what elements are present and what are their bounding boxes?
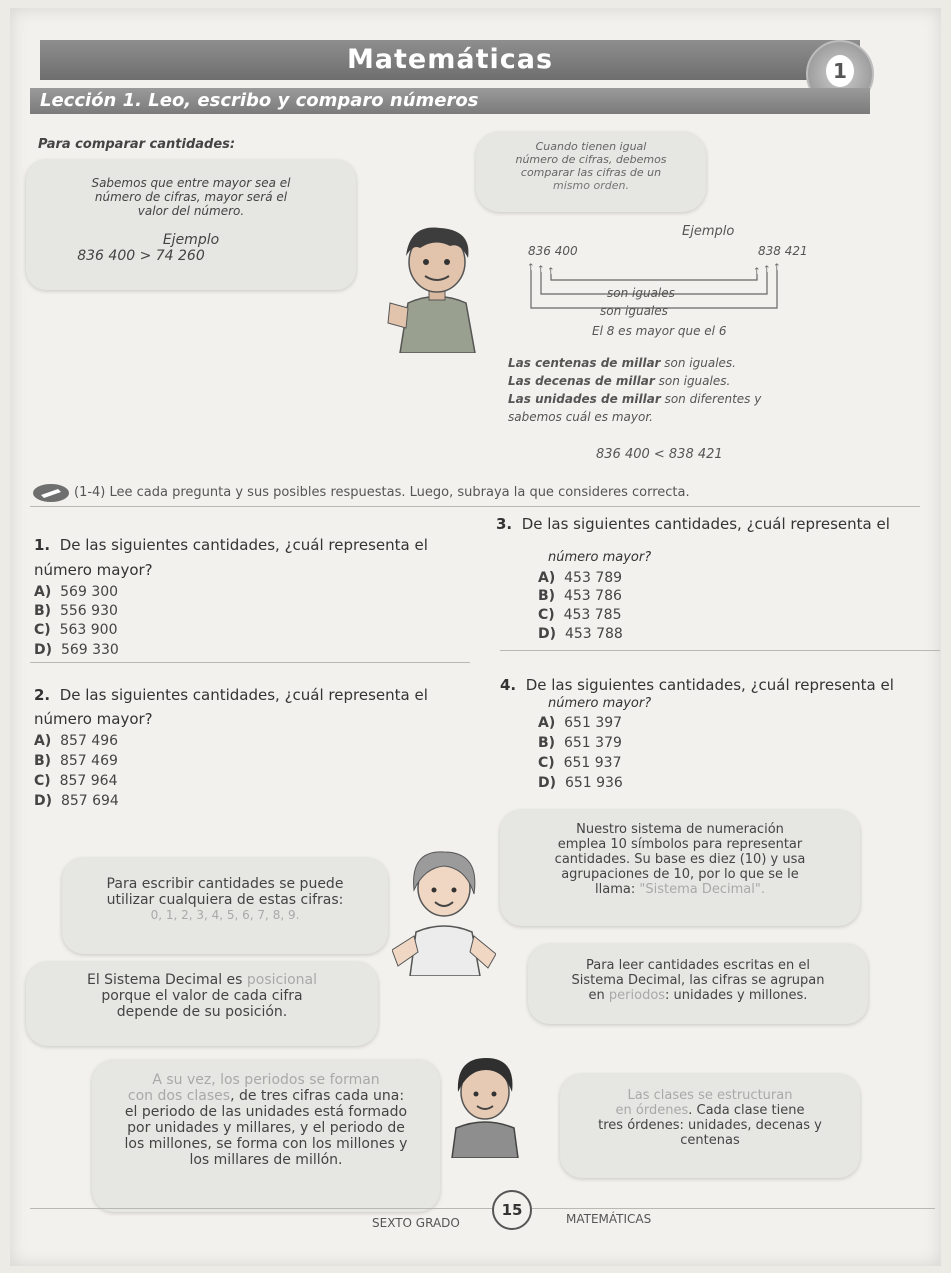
b3-line1b: posicional	[246, 972, 318, 988]
q4-option-c-letter: C)	[538, 755, 555, 771]
student-illustration	[440, 1048, 530, 1158]
info-bubble-orders	[560, 1074, 860, 1178]
q3-option-a-letter: A)	[538, 570, 556, 586]
pencil-icon	[32, 483, 70, 503]
intro-right-line4: mismo orden.	[553, 179, 629, 192]
example2-label: Ejemplo	[682, 224, 735, 239]
q3-option-b[interactable]	[538, 588, 622, 604]
lesson-title: Lección 1. Leo, escribo y comparo números	[30, 88, 870, 114]
q1-option-d-value: 569 330	[60, 642, 119, 658]
q1-option-a[interactable]	[34, 584, 118, 600]
b3-line1	[26, 972, 378, 988]
explain-line2-bold: Las decenas de millar	[508, 374, 655, 388]
q4-option-a-letter: A)	[538, 715, 556, 731]
b5-line4: por unidades y millares, y el periodo de	[127, 1120, 405, 1136]
footer-grade: SEXTO GRADO	[372, 1216, 460, 1230]
explain-line3	[508, 392, 761, 406]
q4-text: De las siguientes cantidades, ¿cuál representa el	[525, 676, 894, 694]
b2-line3: cantidades. Su base es diez (10) y usa	[554, 852, 806, 867]
intro-left-example-label: Ejemplo	[162, 232, 220, 248]
q2-option-c[interactable]	[34, 773, 118, 789]
intro-left-line2: número de cifras, mayor será el	[94, 190, 288, 204]
q2-number: 2.	[34, 686, 51, 704]
b1-line3: 0, 1, 2, 3, 4, 5, 6, 7, 8, 9.	[150, 908, 300, 922]
q1-option-c-value: 563 900	[59, 622, 118, 638]
q1-line2: número mayor?	[34, 561, 153, 579]
b2-line5a: llama:	[595, 882, 640, 897]
q4-number: 4.	[500, 676, 517, 694]
q4-option-b[interactable]	[538, 735, 622, 751]
b2-line2: emplea 10 símbolos para representar	[557, 837, 803, 852]
intro-left-example-value: 836 400 > 74 260	[77, 248, 205, 264]
q2-option-d-value: 857 694	[60, 793, 119, 809]
q1-option-b-letter: B)	[34, 603, 52, 619]
intro-left-line1: Sabemos que entre mayor sea el	[91, 176, 291, 190]
b2-line4: agrupaciones de 10, por lo que se le	[561, 867, 799, 882]
intro-left-line3: valor del número.	[137, 204, 245, 218]
q3-option-c-value: 453 785	[563, 607, 622, 623]
q3-line2: número mayor?	[548, 550, 652, 565]
q2-option-c-letter: C)	[34, 773, 51, 789]
b5-line2b: , de tres cifras cada una:	[230, 1088, 405, 1104]
q3-option-d-value: 453 788	[564, 626, 623, 642]
explain-line1	[508, 356, 736, 370]
b4-line3c: : unidades y millones.	[665, 988, 808, 1003]
info-bubble-positional	[26, 962, 378, 1046]
divider-q1	[30, 662, 470, 663]
b6-line2a: en órdenes	[615, 1103, 689, 1118]
b6-line4: centenas	[680, 1133, 740, 1148]
q1-option-a-letter: A)	[34, 584, 52, 600]
q1-option-d-letter: D)	[34, 642, 53, 658]
intro-right-line3: comparar las cifras de un	[520, 166, 662, 179]
q4-option-a-value: 651 397	[564, 715, 623, 731]
b5-line3: el periodo de las unidades está formado	[124, 1104, 408, 1120]
q2-option-d[interactable]	[34, 793, 119, 809]
intro-right-line1: Cuando tienen igual	[535, 140, 647, 153]
info-bubble-classes	[92, 1060, 440, 1212]
q3-option-c-letter: C)	[538, 607, 555, 623]
q2-option-b-letter: B)	[34, 753, 52, 769]
q1-option-a-value: 569 300	[60, 584, 119, 600]
q1-option-b-value: 556 930	[59, 603, 118, 619]
example2-num-b: 838 421	[758, 244, 808, 258]
q2-option-b[interactable]	[34, 753, 118, 769]
b1-line2: utilizar cualquiera de estas cifras:	[106, 892, 344, 908]
b5-line6: los millares de millón.	[189, 1152, 343, 1168]
q3-option-d[interactable]	[538, 626, 623, 642]
info-bubble-periods	[528, 944, 868, 1024]
b4-line3a: en	[588, 988, 609, 1003]
footer-line	[30, 1208, 935, 1209]
svg-text:↑: ↑	[763, 265, 771, 275]
b4-line3b: periodos	[608, 988, 666, 1003]
explain-line3-rest: son diferentes y	[660, 392, 762, 406]
q4-option-d[interactable]	[538, 775, 623, 791]
info-bubble-numeration	[500, 810, 860, 926]
explain-line2	[508, 374, 730, 388]
q2-option-a-value: 857 496	[60, 733, 119, 749]
q4-option-a[interactable]	[538, 715, 622, 731]
q3-option-a[interactable]	[538, 570, 622, 586]
q3-option-a-value: 453 789	[564, 570, 623, 586]
q2-option-a[interactable]	[34, 733, 118, 749]
instruction-text: (1-4) Lee cada pregunta y sus posibles respuestas. Luego, subraya la que consideres correcta.	[74, 485, 690, 500]
q3-number: 3.	[496, 515, 513, 533]
q2-line1	[34, 686, 428, 704]
explain-line3-bold: Las unidades de millar	[508, 392, 661, 406]
unit-number: 1	[826, 55, 854, 87]
b1-line1: Para escribir cantidades se puede	[106, 876, 344, 892]
q4-line2: número mayor?	[548, 696, 652, 711]
svg-text:↑: ↑	[773, 263, 781, 273]
svg-text:↑: ↑	[537, 265, 545, 275]
q2-option-c-value: 857 964	[59, 773, 118, 789]
b5-line2a: con dos clases	[127, 1088, 231, 1104]
explain-line1-bold: Las centenas de millar	[508, 356, 661, 370]
q1-number: 1.	[34, 536, 51, 554]
b5-line1: A su vez, los periodos se forman	[152, 1072, 380, 1088]
b5-line5: los millones, se forma con los millones y	[124, 1136, 408, 1152]
q4-option-b-value: 651 379	[563, 735, 622, 751]
info-bubble-digits	[62, 858, 388, 954]
b4-line2: Sistema Decimal, las cifras se agrupan	[571, 973, 825, 988]
subject-banner: Matemáticas	[40, 40, 860, 80]
b6-line2b: . Cada clase tiene	[688, 1103, 805, 1118]
q1-option-c[interactable]	[34, 622, 118, 638]
q3-option-b-value: 453 786	[563, 588, 622, 604]
example2-equal2: son iguales	[600, 304, 668, 318]
divider-instruction	[30, 506, 920, 507]
q2-line2: número mayor?	[34, 710, 153, 728]
q1-option-b[interactable]	[34, 603, 118, 619]
intro-right-line2: número de cifras, debemos	[515, 153, 667, 166]
b4-line3	[528, 988, 868, 1003]
q3-option-c[interactable]	[538, 607, 622, 623]
explain-line4: sabemos cuál es mayor.	[508, 410, 653, 424]
q1-option-c-letter: C)	[34, 622, 51, 638]
b5-line2	[92, 1088, 440, 1104]
q3-option-d-letter: D)	[538, 626, 557, 642]
intro-heading: Para comparar cantidades:	[38, 137, 236, 152]
explain-line2-rest: son iguales.	[654, 374, 731, 388]
svg-text:↑: ↑	[527, 263, 535, 273]
b2-line5b: "Sistema Decimal".	[639, 882, 765, 897]
b6-line1: Las clases se estructuran	[627, 1088, 793, 1103]
svg-text:↑: ↑	[547, 267, 555, 277]
q1-line1	[34, 536, 428, 554]
intro-bubble-right	[476, 132, 706, 212]
example2-greater: El 8 es mayor que el 6	[592, 324, 727, 338]
girl-illustration	[392, 840, 496, 976]
page-number: 15	[492, 1190, 532, 1230]
explain-result: 836 400 < 838 421	[596, 447, 723, 462]
b3-line2: porque el valor de cada cifra	[101, 988, 303, 1004]
explain-line1-rest: son iguales.	[660, 356, 736, 370]
b6-line3: tres órdenes: unidades, decenas y	[598, 1118, 822, 1133]
b6-line2	[560, 1103, 860, 1118]
divider-q3	[500, 650, 940, 651]
b3-line1a: El Sistema Decimal es	[86, 972, 247, 988]
svg-text:↑: ↑	[753, 267, 761, 277]
q2-option-a-letter: A)	[34, 733, 52, 749]
q3-text: De las siguientes cantidades, ¿cuál representa el	[521, 515, 890, 533]
q4-option-b-letter: B)	[538, 735, 556, 751]
b2-line5	[500, 882, 860, 897]
q4-option-c-value: 651 937	[563, 755, 622, 771]
q3-line1	[496, 515, 890, 533]
example2-equal1: son iguales	[607, 286, 675, 300]
example2-num-a: 836 400	[528, 244, 578, 258]
q2-option-d-letter: D)	[34, 793, 53, 809]
q2-option-b-value: 857 469	[59, 753, 118, 769]
intro-bubble-left	[26, 160, 356, 290]
q4-line1	[500, 676, 894, 694]
q2-text: De las siguientes cantidades, ¿cuál representa el	[59, 686, 428, 704]
q1-option-d[interactable]	[34, 642, 119, 658]
q4-option-c[interactable]	[538, 755, 622, 771]
b4-line1: Para leer cantidades escritas en el	[585, 958, 810, 973]
q4-option-d-value: 651 936	[564, 775, 623, 791]
q1-text: De las siguientes cantidades, ¿cuál representa el	[59, 536, 428, 554]
q4-option-d-letter: D)	[538, 775, 557, 791]
footer-subject: MATEMÁTICAS	[566, 1212, 652, 1226]
q3-option-b-letter: B)	[538, 588, 556, 604]
boy-illustration	[380, 218, 495, 353]
b2-line1: Nuestro sistema de numeración	[576, 822, 784, 837]
b3-line3: depende de su posición.	[116, 1004, 288, 1020]
